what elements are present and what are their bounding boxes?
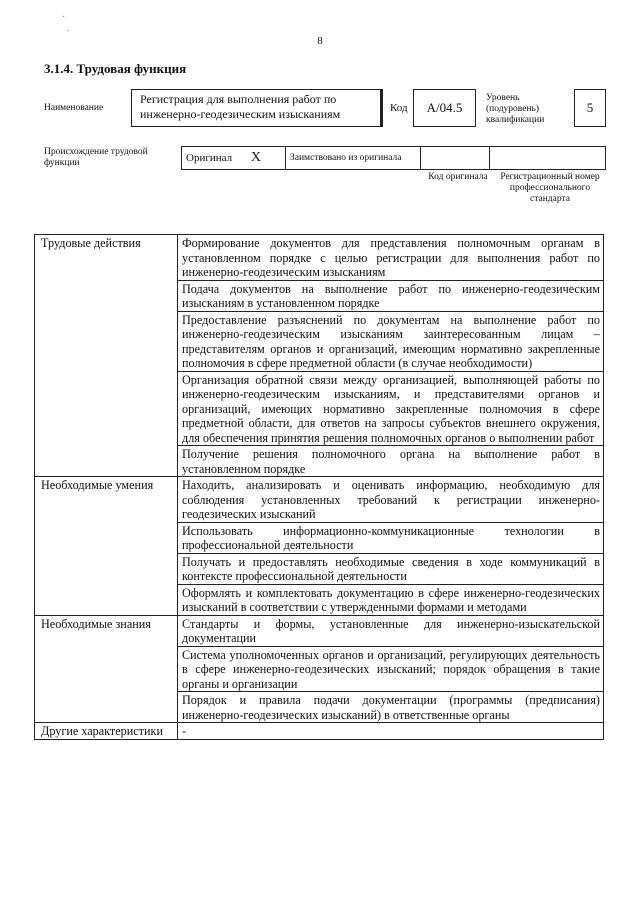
section-title: 3.1.4. Трудовая функция	[44, 61, 187, 76]
row-label: Трудовые действия	[35, 235, 178, 477]
origin-original-cell	[182, 147, 286, 170]
name-label: Наименование	[44, 103, 104, 113]
table-row	[35, 235, 604, 281]
row-item: Получать и предоставлять необходимые сведения в ходе коммуникаций в контексте профессиональной деятельности	[178, 553, 604, 584]
code-original-caption: Код оригинала	[428, 172, 488, 182]
row-item: Подача документов на выполнение работ по инженерно-геодезическим изысканиям в установленном порядке	[178, 280, 604, 311]
borrowed-label: Заимствовано из оригинала	[290, 153, 402, 163]
row-item: Формирование документов для представления полномочным органам в установленном порядке с целью регистрации для выполнения работ по инженерно-геодезическим изысканиям	[178, 235, 604, 281]
borrowed-cell	[286, 147, 421, 170]
row-item: Оформлять и комплектовать документацию в сфере инженерно-геодезических изысканий в соответствии с утвержденными формами и методами	[178, 584, 604, 615]
row-label: Необходимые умения	[35, 477, 178, 616]
row-item: Порядок и правила подачи документации (программы (предписания) инженерно-геодезических изысканий) в ответственные органы	[178, 692, 604, 723]
row-item: Система уполномоченных органов и организаций, регулирующих деятельность в сфере инженерно-геодезических изысканий; порядок обращения в такие органы и организации	[178, 646, 604, 692]
code-original-cell	[421, 147, 490, 170]
original-label: Оригинал	[186, 152, 233, 164]
table-row	[35, 723, 604, 740]
function-name-box	[131, 89, 383, 127]
code-box	[413, 89, 476, 127]
scan-mark: ·	[62, 12, 66, 23]
reg-number-cell	[490, 147, 606, 170]
code-label: Код	[390, 102, 408, 114]
level-label: Уровень (подуровень) квалификации	[486, 93, 545, 125]
table-row	[35, 477, 604, 523]
row-label: Необходимые знания	[35, 615, 178, 723]
row-item: -	[178, 723, 604, 740]
row-item: Использовать информационно-коммуникационные технологии в профессиональной деятельности	[178, 522, 604, 553]
table-row	[35, 615, 604, 646]
row-item: Получение решения полномочного органа на выполнение работ в установленном порядке	[178, 446, 604, 477]
origin-table	[181, 146, 606, 170]
row-item: Стандарты и формы, установленные для инженерно-изыскательской документации	[178, 615, 604, 646]
origin-label: Происхождение трудовой функции	[44, 147, 148, 168]
scan-mark-2: ·	[66, 26, 70, 37]
original-mark: X	[250, 150, 261, 165]
row-item: Предоставление разъяснений по документам на выполнение работ по инженерно-геодезическим изысканиям заинтересованным лицам – представителям органов и организаций, имеющим нормативно закрепленные полномочия в сфере предметной области (в случае необходимости)	[178, 311, 604, 371]
function-details-table	[34, 234, 604, 740]
page-number: 8	[317, 35, 323, 47]
code-value: A/04.5	[426, 100, 463, 115]
row-item: Организация обратной связи между организацией, выполняющей работы по инженерно-геодезическим изысканиям, и представителями органов и организаций, имеющих нормативно закрепленные полномочия в сфере предметной области, для ответов на запросы субъектов внешнего окружения, для обеспечения принятия решения полномочных органов о выполнении работ	[178, 371, 604, 446]
level-value: 5	[586, 100, 594, 115]
reg-number-caption: Регистрационный номер профессионального стандарта	[500, 172, 600, 204]
row-label: Другие характеристики	[35, 723, 178, 740]
level-box	[574, 89, 606, 127]
function-name: Регистрация для выполнения работ по инженерно-геодезическим изысканиям	[140, 92, 341, 121]
row-item: Находить, анализировать и оценивать информацию, необходимую для соблюдения установленных требований к регистрации инженерно-геодезических изысканий	[178, 477, 604, 523]
